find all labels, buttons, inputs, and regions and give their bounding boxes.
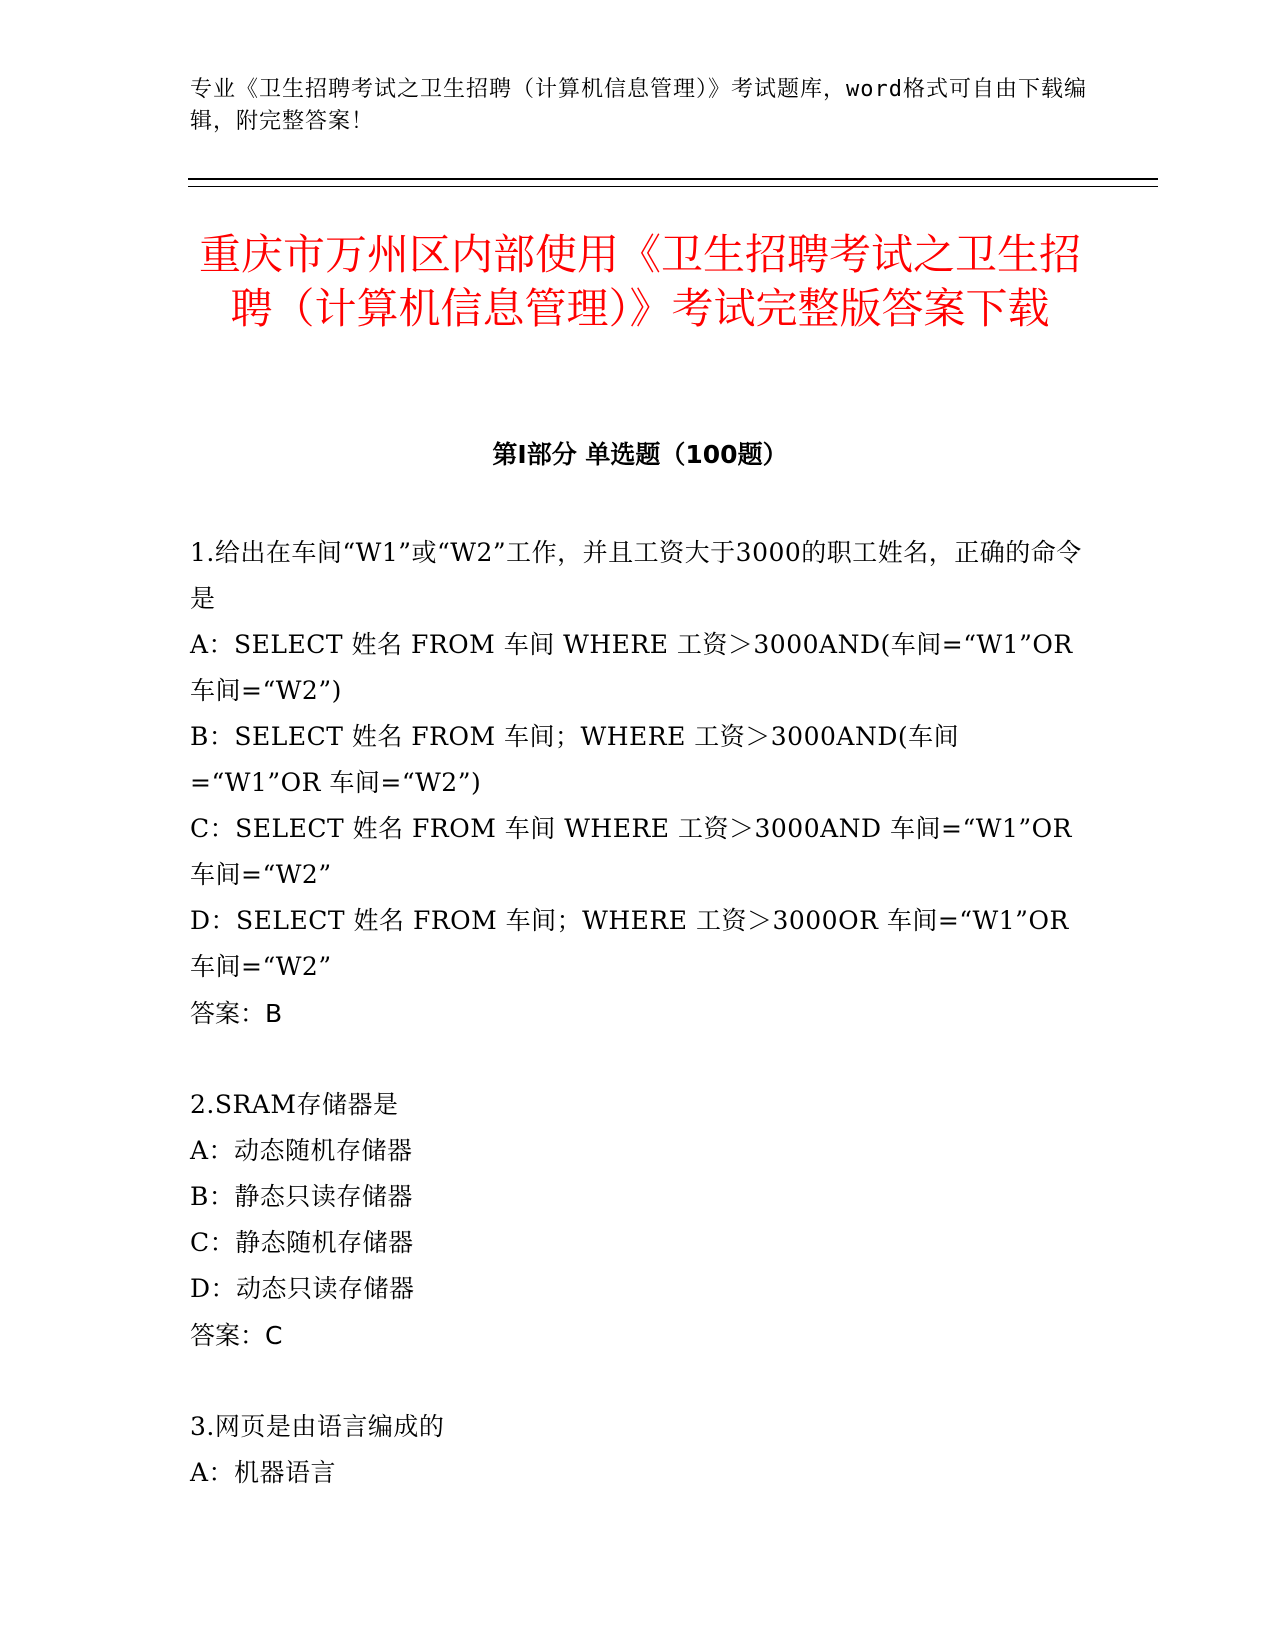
header-note: 专业《卫生招聘考试之卫生招聘（计算机信息管理）》考试题库，word格式可自由下载编辑，附完整答案！	[190, 77, 1087, 134]
header-rule-thin	[188, 186, 1158, 187]
question-stem: 1.给出在车间“W1”或“W2”工作，并且工资大于3000的职工姓名，正确的命令是	[190, 538, 1082, 613]
question-3	[190, 1404, 1090, 1496]
document-title: 重庆市万州区内部使用《卫生招聘考试之卫生招聘（计算机信息管理）》考试完整版答案下载	[198, 230, 1081, 333]
option-b: B：静态只读存储器	[190, 1182, 413, 1211]
question-stem: 3.网页是由语言编成的	[190, 1412, 445, 1441]
question-stem: 2.SRAM存储器是	[190, 1090, 399, 1119]
section-heading: 第Ⅰ部分 单选题（100题）	[492, 440, 788, 469]
option-a: A：SELECT 姓名 FROM 车间 WHERE 工资＞3000AND(车间=“W1”OR 车间=“W2”)	[190, 630, 1073, 705]
answer: 答案：C	[190, 1321, 283, 1350]
question-list	[190, 530, 1090, 1540]
option-d: D：SELECT 姓名 FROM 车间；WHERE 工资＞3000OR 车间=“W1”OR 车间=“W2”	[190, 906, 1069, 981]
question-2	[190, 1082, 1090, 1360]
option-b: B：SELECT 姓名 FROM 车间；WHERE 工资＞3000AND(车间=“W1”OR 车间=“W2”)	[190, 722, 960, 797]
option-a: A：机器语言	[190, 1458, 337, 1487]
header-rule-thick	[188, 178, 1158, 180]
option-c: C：静态随机存储器	[190, 1228, 414, 1257]
answer: 答案：B	[190, 999, 283, 1028]
option-d: D：动态只读存储器	[190, 1274, 415, 1303]
question-1	[190, 530, 1090, 1038]
option-c: C：SELECT 姓名 FROM 车间 WHERE 工资＞3000AND 车间=“W1”OR 车间=“W2”	[190, 814, 1072, 889]
option-a: A：动态随机存储器	[190, 1136, 413, 1165]
